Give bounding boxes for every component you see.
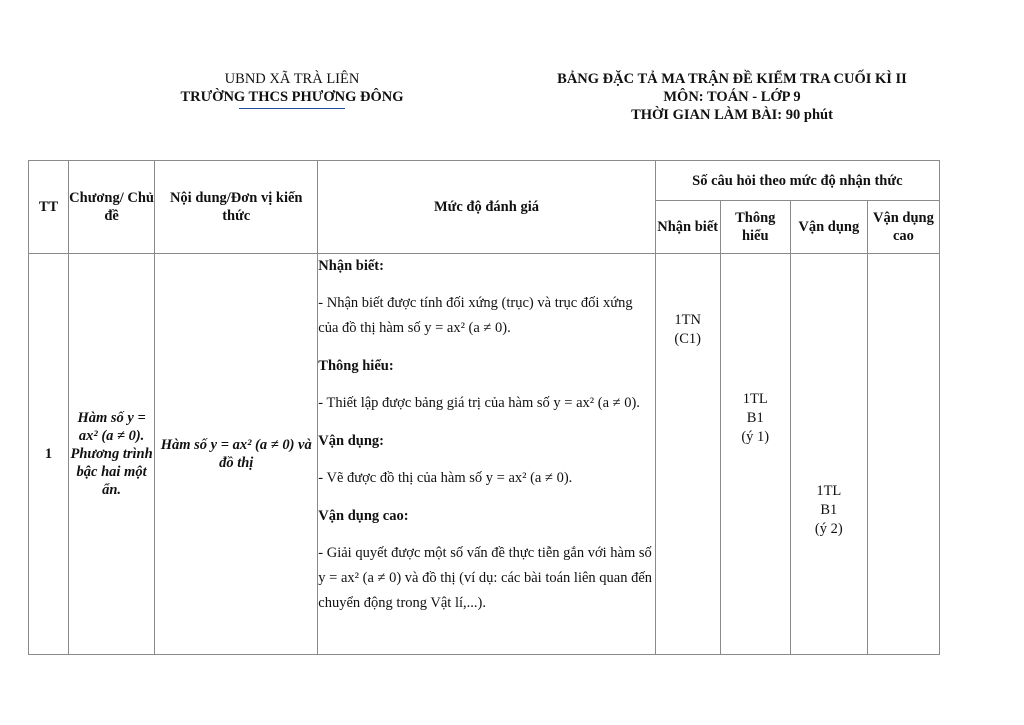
header-nhan-biet: Nhận biết [655, 201, 720, 254]
level-thong-hieu-title: Thông hiểu: [318, 358, 394, 374]
row-assessment-levels [318, 254, 655, 655]
header-thong-hieu: Thông hiểu [720, 201, 790, 254]
count-vd-line2: B1 [820, 502, 838, 518]
header-row-1 [29, 161, 940, 201]
count-van-dung [790, 254, 867, 655]
count-th-line1: 1TL [742, 391, 768, 407]
count-nb-line2: (C1) [674, 331, 701, 347]
header-right [530, 70, 934, 124]
count-thong-hieu [720, 254, 790, 655]
level-van-dung-title: Vận dụng: [318, 433, 384, 449]
table-row [29, 254, 940, 655]
count-nhan-biet [655, 254, 720, 655]
level-thong-hieu-text: - Thiết lập được bảng giá trị của hàm số y = ax² (a ≠ 0). [318, 395, 640, 411]
school-underline [239, 108, 345, 109]
count-nb-line1: 1TN [674, 312, 701, 328]
header-van-dung: Vận dụng [790, 201, 867, 254]
header-chapter: Chương/ Chủ đề [69, 161, 155, 254]
header-level: Mức độ đánh giá [318, 161, 655, 254]
header-left [168, 70, 416, 109]
level-van-dung-cao-title: Vận dụng cao: [318, 508, 409, 524]
duration-line: THỜI GIAN LÀM BÀI: 90 phút [631, 107, 833, 123]
row-content-unit: Hàm số y = ax² (a ≠ 0) và đồ thị [155, 254, 318, 655]
count-th-line3: (ý 1) [741, 429, 770, 445]
spec-matrix-table [28, 160, 940, 655]
level-van-dung-cao-text: - Giải quyết được một số vấn đề thực tiễn gắn với hàm số y = ax² (a ≠ 0) và đồ thị (ví dụ: các bài toán liên quan đến chuyển động trong Vật lí,...). [318, 545, 653, 611]
header-van-dung-cao: Vận dụng cao [867, 201, 939, 254]
subject-line: MÔN: TOÁN - LỚP 9 [663, 89, 801, 105]
level-van-dung-text: - Vẽ được đồ thị của hàm số y = ax² (a ≠ 0). [318, 470, 573, 486]
count-th-line2: B1 [746, 410, 764, 426]
district-name: UBND XÃ TRÀ LIÊN [224, 71, 360, 87]
header-count-group: Số câu hỏi theo mức độ nhận thức [655, 161, 939, 201]
count-vd-line1: 1TL [816, 483, 842, 499]
header-tt: TT [29, 161, 69, 254]
level-nhan-biet-text: - Nhận biết được tính đối xứng (trục) và trục đối xứng của đồ thị hàm số y = ax² (a ≠ 0). [318, 295, 633, 336]
count-vd-line3: (ý 2) [814, 521, 843, 537]
school-name: TRƯỜNG THCS PHƯƠNG ĐÔNG [180, 89, 404, 105]
header-content: Nội dung/Đơn vị kiến thức [155, 161, 318, 254]
row-chapter: Hàm số y = ax² (a ≠ 0). Phương trình bậc hai một ẩn. [69, 254, 155, 655]
row-tt: 1 [29, 254, 69, 655]
count-van-dung-cao [867, 254, 939, 655]
level-nhan-biet-title: Nhận biết: [318, 258, 384, 274]
document-title: BẢNG ĐẶC TẢ MA TRẬN ĐỀ KIỂM TRA CUỐI KÌ II [557, 71, 907, 87]
